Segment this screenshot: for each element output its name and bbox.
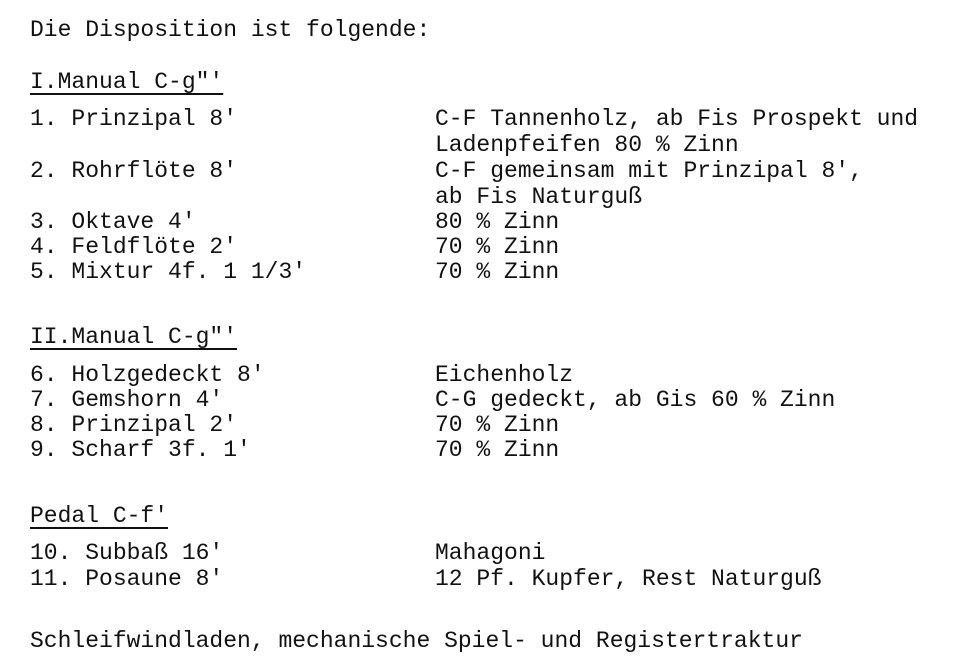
register-desc: 70 % Zinn bbox=[435, 259, 560, 285]
manual2-heading: II.Manual C-g"' bbox=[30, 324, 238, 350]
register-name: 7. Gemshorn 4' bbox=[30, 387, 224, 413]
register-name: 4. Feldflöte 2' bbox=[30, 234, 238, 260]
register-desc: C-G gedeckt, ab Gis 60 % Zinn bbox=[435, 387, 836, 413]
intro-text: Die Disposition ist folgende: bbox=[30, 17, 431, 43]
register-desc: Eichenholz bbox=[435, 362, 574, 388]
register-name: 2. Rohrflöte 8' bbox=[30, 158, 238, 184]
register-name: 6. Holzgedeckt 8' bbox=[30, 362, 265, 388]
register-name: 5. Mixtur 4f. 1 1/3' bbox=[30, 259, 307, 285]
register-desc: ab Fis Naturguß bbox=[435, 184, 643, 210]
register-name: 3. Oktave 4' bbox=[30, 209, 196, 235]
register-name: 9. Scharf 3f. 1' bbox=[30, 437, 251, 463]
register-desc: Ladenpfeifen 80 % Zinn bbox=[435, 132, 739, 158]
register-desc: C-F gemeinsam mit Prinzipal 8', bbox=[435, 158, 863, 184]
register-desc: 80 % Zinn bbox=[435, 209, 560, 235]
register-desc: 12 Pf. Kupfer, Rest Naturguß bbox=[435, 566, 822, 592]
register-name: 8. Prinzipal 2' bbox=[30, 412, 238, 438]
pedal-heading: Pedal C-f' bbox=[30, 503, 169, 529]
register-name: 1. Prinzipal 8' bbox=[30, 106, 238, 132]
footer-text: Schleifwindladen, mechanische Spiel- und Registertraktur bbox=[30, 628, 803, 654]
register-desc: 70 % Zinn bbox=[435, 437, 560, 463]
register-desc: C-F Tannenholz, ab Fis Prospekt und bbox=[435, 106, 919, 132]
register-name: 10. Subbaß 16' bbox=[30, 540, 224, 566]
register-desc: 70 % Zinn bbox=[435, 234, 560, 260]
register-desc: 70 % Zinn bbox=[435, 412, 560, 438]
manual1-heading: I.Manual C-g"' bbox=[30, 69, 224, 95]
register-name: 11. Posaune 8' bbox=[30, 566, 224, 592]
register-desc: Mahagoni bbox=[435, 540, 546, 566]
